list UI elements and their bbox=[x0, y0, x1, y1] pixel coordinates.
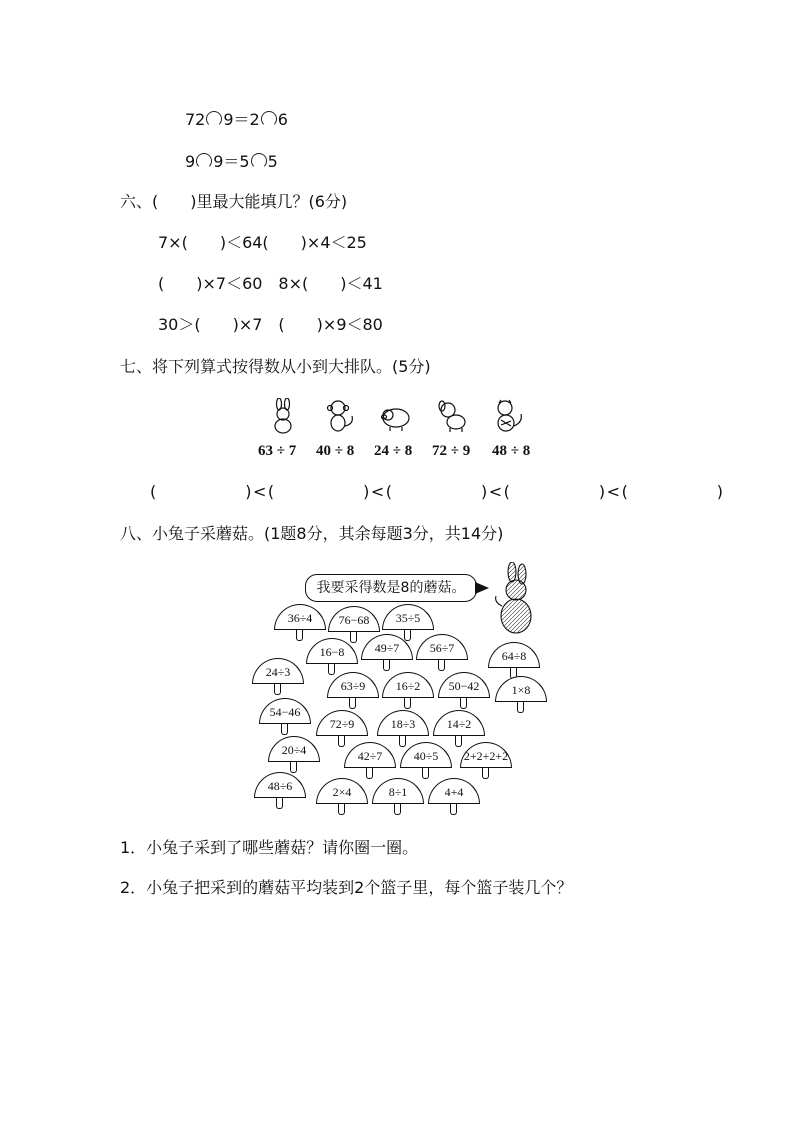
mushroom-stem bbox=[274, 683, 281, 695]
expr-4: 72 ÷ 9 bbox=[432, 443, 471, 459]
mushroom[interactable] bbox=[316, 778, 368, 818]
mushroom-stem bbox=[338, 803, 345, 815]
mushroom-stem bbox=[296, 629, 303, 641]
mushroom-label: 36÷4 bbox=[287, 611, 313, 625]
question-1: 1．小兔子采到了哪些蘑菇？请你圈一圈。 bbox=[120, 838, 419, 857]
mushroom[interactable] bbox=[372, 778, 424, 818]
mushroom-label: 56÷7 bbox=[429, 641, 455, 655]
circle-blank[interactable] bbox=[261, 111, 277, 127]
mushroom-label: 8÷1 bbox=[388, 785, 408, 799]
mushroom[interactable] bbox=[400, 742, 452, 782]
mushroom-label: 4+4 bbox=[444, 785, 464, 799]
section-6-row-2: ( )×7＜60 8×( )＜41 bbox=[158, 274, 383, 293]
mushroom-stem bbox=[460, 697, 467, 709]
tiger-icon bbox=[491, 398, 527, 434]
circle-blank[interactable] bbox=[206, 111, 222, 127]
circle-blank[interactable] bbox=[196, 153, 212, 169]
mushroom-label: 49÷7 bbox=[374, 641, 400, 655]
mushroom-label: 72÷9 bbox=[329, 717, 355, 731]
mushroom-label: 63÷9 bbox=[340, 679, 366, 693]
section-6-title: 六、( )里最大能填几？(6分) bbox=[120, 192, 348, 211]
mushroom-label: 14÷2 bbox=[446, 717, 472, 731]
mushroom-stem bbox=[394, 803, 401, 815]
mushroom-label: 64÷8 bbox=[501, 649, 527, 663]
expr-2: 40 ÷ 8 bbox=[316, 443, 355, 459]
mushroom[interactable] bbox=[428, 778, 480, 818]
section-6-row-3: 30＞( )×7 ( )×9＜80 bbox=[158, 315, 383, 334]
equation-row-1: 72 9＝2 6 bbox=[185, 110, 288, 129]
mushroom[interactable] bbox=[460, 742, 512, 782]
expr-5: 48 ÷ 8 bbox=[492, 443, 531, 459]
section-7-title: 七、将下列算式按得数从小到大排队。(5分) bbox=[120, 357, 431, 376]
mushroom[interactable] bbox=[344, 742, 396, 782]
circle-blank[interactable] bbox=[251, 153, 267, 169]
mushroom[interactable] bbox=[254, 772, 306, 812]
expr-1: 63 ÷ 7 bbox=[258, 443, 297, 459]
mushroom-stem bbox=[383, 659, 390, 671]
mushroom-stem bbox=[450, 803, 457, 815]
mushroom[interactable] bbox=[438, 672, 490, 712]
speech-bubble-tail bbox=[475, 582, 489, 594]
mushroom-label: 24÷3 bbox=[265, 665, 291, 679]
mushroom-label: 54−46 bbox=[269, 705, 301, 719]
mushroom-label: 50−42 bbox=[448, 679, 480, 693]
order-answer-line[interactable]: ( )<( )<( )<( )<( ) bbox=[150, 482, 725, 501]
mushroom-label: 18÷3 bbox=[390, 717, 416, 731]
section-8-title: 八、小兔子采蘑菇。(1题8分，其余每题3分，共14分) bbox=[120, 524, 504, 543]
mushroom-label: 40÷5 bbox=[413, 749, 439, 763]
rabbit-icon bbox=[492, 562, 540, 638]
question-2: 2．小兔子把采到的蘑菇平均装到2个篮子里，每个篮子装几个？ bbox=[120, 878, 573, 897]
mushroom[interactable] bbox=[416, 634, 468, 674]
mushroom-label: 20÷4 bbox=[281, 743, 307, 757]
mushroom-label: 16÷2 bbox=[395, 679, 421, 693]
mushroom-label: 42÷7 bbox=[357, 749, 383, 763]
mushroom[interactable] bbox=[259, 698, 311, 738]
mushroom-label: 16−8 bbox=[319, 645, 345, 659]
section-6-row-1: 7×( )＜64( )×4＜25 bbox=[158, 233, 367, 252]
mushroom-stem bbox=[404, 697, 411, 709]
expr-3: 24 ÷ 8 bbox=[374, 443, 413, 459]
rabbit-icon bbox=[266, 398, 302, 434]
mushroom-label: 48÷6 bbox=[267, 779, 293, 793]
mushroom[interactable] bbox=[252, 658, 304, 698]
mushroom-stem bbox=[349, 697, 356, 709]
mushroom[interactable] bbox=[327, 672, 379, 712]
mushroom-stem bbox=[281, 723, 288, 735]
pig-icon bbox=[378, 398, 414, 434]
mushroom-stem bbox=[517, 701, 524, 713]
mushroom-label: 76−68 bbox=[338, 613, 370, 627]
mushroom-label: 1×8 bbox=[511, 683, 531, 697]
mushroom[interactable] bbox=[268, 736, 320, 776]
mushroom-label: 2+2+2+2 bbox=[463, 749, 509, 763]
dog-icon bbox=[434, 398, 470, 434]
equation-row-2: 9 9＝5 5 bbox=[185, 152, 278, 171]
mushroom-stem bbox=[438, 659, 445, 671]
mushroom-label: 2×4 bbox=[332, 785, 352, 799]
monkey-icon bbox=[322, 398, 358, 434]
mushroom[interactable] bbox=[382, 672, 434, 712]
mushroom-label: 35÷5 bbox=[395, 611, 421, 625]
mushroom-stem bbox=[276, 797, 283, 809]
mushroom-stem bbox=[482, 767, 489, 779]
speech-bubble: 我要采得数是8的蘑菇。 bbox=[305, 574, 477, 602]
mushroom[interactable] bbox=[495, 676, 547, 716]
mushroom[interactable] bbox=[361, 634, 413, 674]
